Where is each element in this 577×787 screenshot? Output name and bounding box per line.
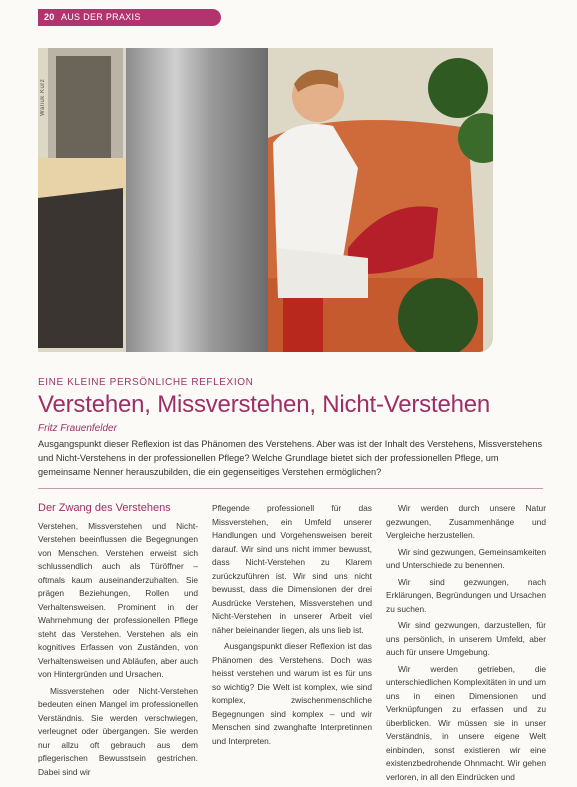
section-heading: Der Zwang des Verstehens [38, 502, 171, 514]
section-label: AUS DER PRAXIS [60, 12, 141, 22]
text-column-1 [38, 502, 198, 782]
article-title: Verstehen, Missverstehen, Nicht-Verstehen [38, 391, 491, 418]
article-kicker: EINE KLEINE PERSÖNLICHE REFLEXION [38, 377, 254, 388]
page-number: 20 [44, 12, 55, 22]
text-column-3 [386, 502, 546, 787]
paragraph: Ausgangspunkt dieser Reflexion ist das Phänomen des Verstehens. Doch was heisst verstehen und warum ist es für uns so wichtig? Die Welt ist komplex, wie sind komplex, zwischenmenschliche Begegnungen sind komplex – und wir Menschen sind zwanghafte Interpretinnen und Interpreten. [212, 641, 372, 746]
paragraph: Wir werden durch unsere Natur gezwungen, Zusammenhänge und Vergleiche herzustellen. [386, 503, 546, 540]
paragraph: Verstehen, Missverstehen und Nicht-Verstehen beeinflussen die Begegnungen von Menschen. Verstehen erweist sich schlussendlich auch als Türöffner – oftmals kaum auseinanderzuhalten. Sie prägen Beziehungen, Rollen und Verhaltensweisen. Prominent in der Wahrnehmung der professionellen Pflege steht das Verstehen. Verstehen als ein kognitives Erfassen von Zuständen, von Verhaltensweisen und Abläufen, aber auch von Hintergründen und Ursachen. [38, 520, 198, 679]
paragraph: Missverstehen oder Nicht-Verstehen bedeuten einen Mangel im professionellen Verständnis. Sie werden verschwiegen, verleugnet oder übergangen. Sie werden nur allzu oft gebrauch aus dem pflegerischen Bewusstsein gestrichen. Dabei sind wir [38, 685, 198, 777]
photo-illustration [38, 48, 493, 352]
paragraph: Wir sind gezwungen, Gemeinsamkeiten und Unterschiede zu benennen. [386, 546, 546, 570]
paragraph: Wir sind gezwungen, darzustellen, für uns persönlich, in unserem Umfeld, aber auch für unsere Umgebung. [386, 620, 546, 657]
article-photo [38, 48, 493, 352]
paragraph: Pflegende professionell für das Missverstehen, ein Umfeld unserer Handlungen und Vorgehensweisen bereit darauf. Wir sind uns nicht immer bewusst, dass Nicht-Verstehen zu Klarem zurückzuführen ist. Wir sind uns nicht bewusst, dass die Dimensionen der drei Ausdrücke Verstehen, Missverstehen und Nicht-Verstehen in unserer Arbeit viel näher beieinander liegen, als uns lieb ist. [212, 503, 372, 635]
paragraph: Wir sind gezwungen, nach Erklärungen, Begründungen und Ursachen zu suchen. [386, 576, 546, 614]
section-header-band [38, 9, 221, 26]
article-lead: Ausgangspunkt dieser Reflexion ist das Phänomen des Verstehens. Aber was ist der Inhalt des Verstehens, Missverstehens und Nicht-Verstehens in der professionellen Pflege? Welche Grundlage bietet sich der professionellen Pflege, um gemeinsame Nenner herauszubilden, die ein gegenseitiges Verstehen ermöglichen? [38, 439, 543, 477]
photo-credit: Waliuk Kurz [40, 78, 46, 116]
article-author: Fritz Frauenfelder [38, 423, 117, 434]
paragraph: Wir werden getrieben, die unterschiedlichen Komplexitäten in und um uns in einen Dimensionen und Verknüpfungen zu erfassen und zu überblicken. Wir müssen sie in unser Verständnis, in unsere eigene Welt einbinden, sonst existieren wir eine existenzbedrohende Ohnmacht. Wir gehen verloren, in all den Eindrücken und [386, 663, 546, 782]
divider-rule [38, 488, 543, 489]
text-column-2 [212, 502, 372, 751]
